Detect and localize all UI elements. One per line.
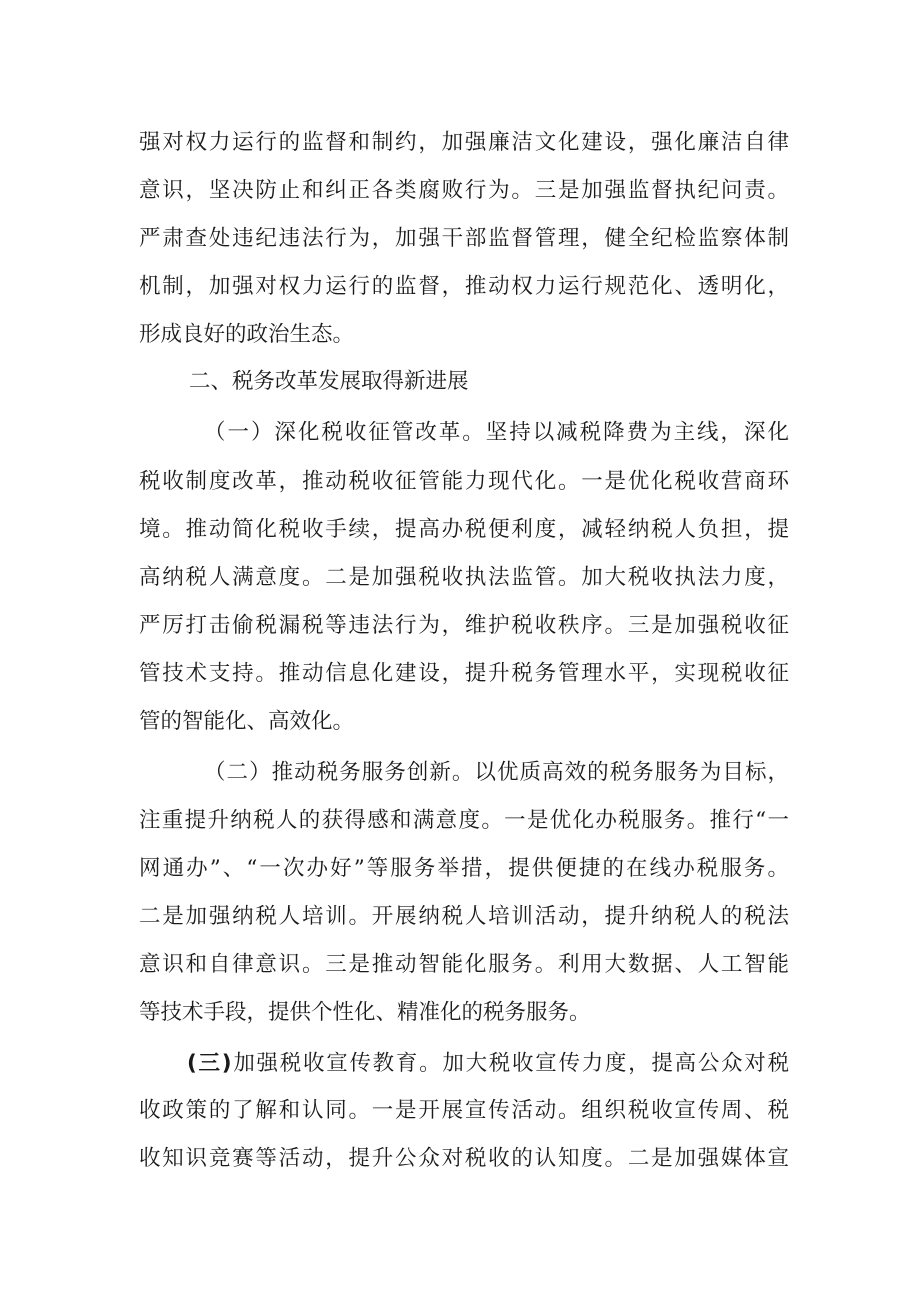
paragraph-first-line	[187, 1044, 789, 1084]
paragraph-line: 意识和自律意识。三是推动智能化服务。利用大数据、人工智能	[139, 952, 789, 977]
paragraph-line: 收知识竞赛等活动，提升公众对税收的认知度。二是加强媒体宣	[139, 1146, 789, 1171]
paragraph-line: 严肃查处违纪违法行为，加强干部监督管理，健全纪检监察体制	[139, 226, 789, 251]
paragraph-line: （一）深化税收征管改革。坚持以减税降费为主线，深化	[204, 420, 789, 445]
paragraph-text: 加强税收宣传教育。加大税收宣传力度，提高公众对税	[231, 1051, 789, 1076]
paragraph-line: 等技术手段，提供个性化、精准化的税务服务。	[139, 1000, 591, 1025]
paragraph-line: 管的智能化、高效化。	[139, 709, 355, 734]
paragraph-line: 严厉打击偷税漏税等违法行为，维护税收秩序。三是加强税收征	[139, 613, 789, 638]
paragraph-line: 意识，坚决防止和纠正各类腐败行为。三是加强监督执纪问责。	[139, 178, 789, 203]
paragraph-line: 收政策的了解和认同。一是开展宣传活动。组织税收宣传周、税	[139, 1098, 789, 1123]
paragraph-line: 注重提升纳税人的获得感和满意度。一是优化办税服务。推行“一	[139, 808, 789, 833]
paragraph-line: （二）推动税务服务创新。以优质高效的税务服务为目标，	[204, 760, 789, 785]
paragraph-line: 强对权力运行的监督和制约，加强廉洁文化建设，强化廉洁自律	[139, 130, 789, 155]
paragraph-line: 税收制度改革，推动税收征管能力现代化。一是优化税收营商环	[139, 469, 789, 494]
item-number: (三)	[187, 1051, 232, 1076]
paragraph-line: 形成良好的政治生态。	[139, 322, 355, 347]
paragraph-line: 管技术支持。推动信息化建设，提升税务管理水平，实现税收征	[139, 661, 789, 686]
paragraph-line: 二是加强纳税人培训。开展纳税人培训活动，提升纳税人的税法	[139, 904, 789, 929]
section-heading: 二、税务改革发展取得新进展	[189, 369, 469, 394]
paragraph-line: 高纳税人满意度。二是加强税收执法监管。加大税收执法力度，	[139, 565, 789, 590]
paragraph-line: 网通办”、“一次办好”等服务举措，提供便捷的在线办税服务。	[139, 856, 789, 881]
paragraph-line: 机制，加强对权力运行的监督，推动权力运行规范化、透明化，	[139, 274, 789, 299]
paragraph-line: 境。推动简化税收手续，提高办税便利度，减轻纳税人负担，提	[139, 517, 789, 542]
